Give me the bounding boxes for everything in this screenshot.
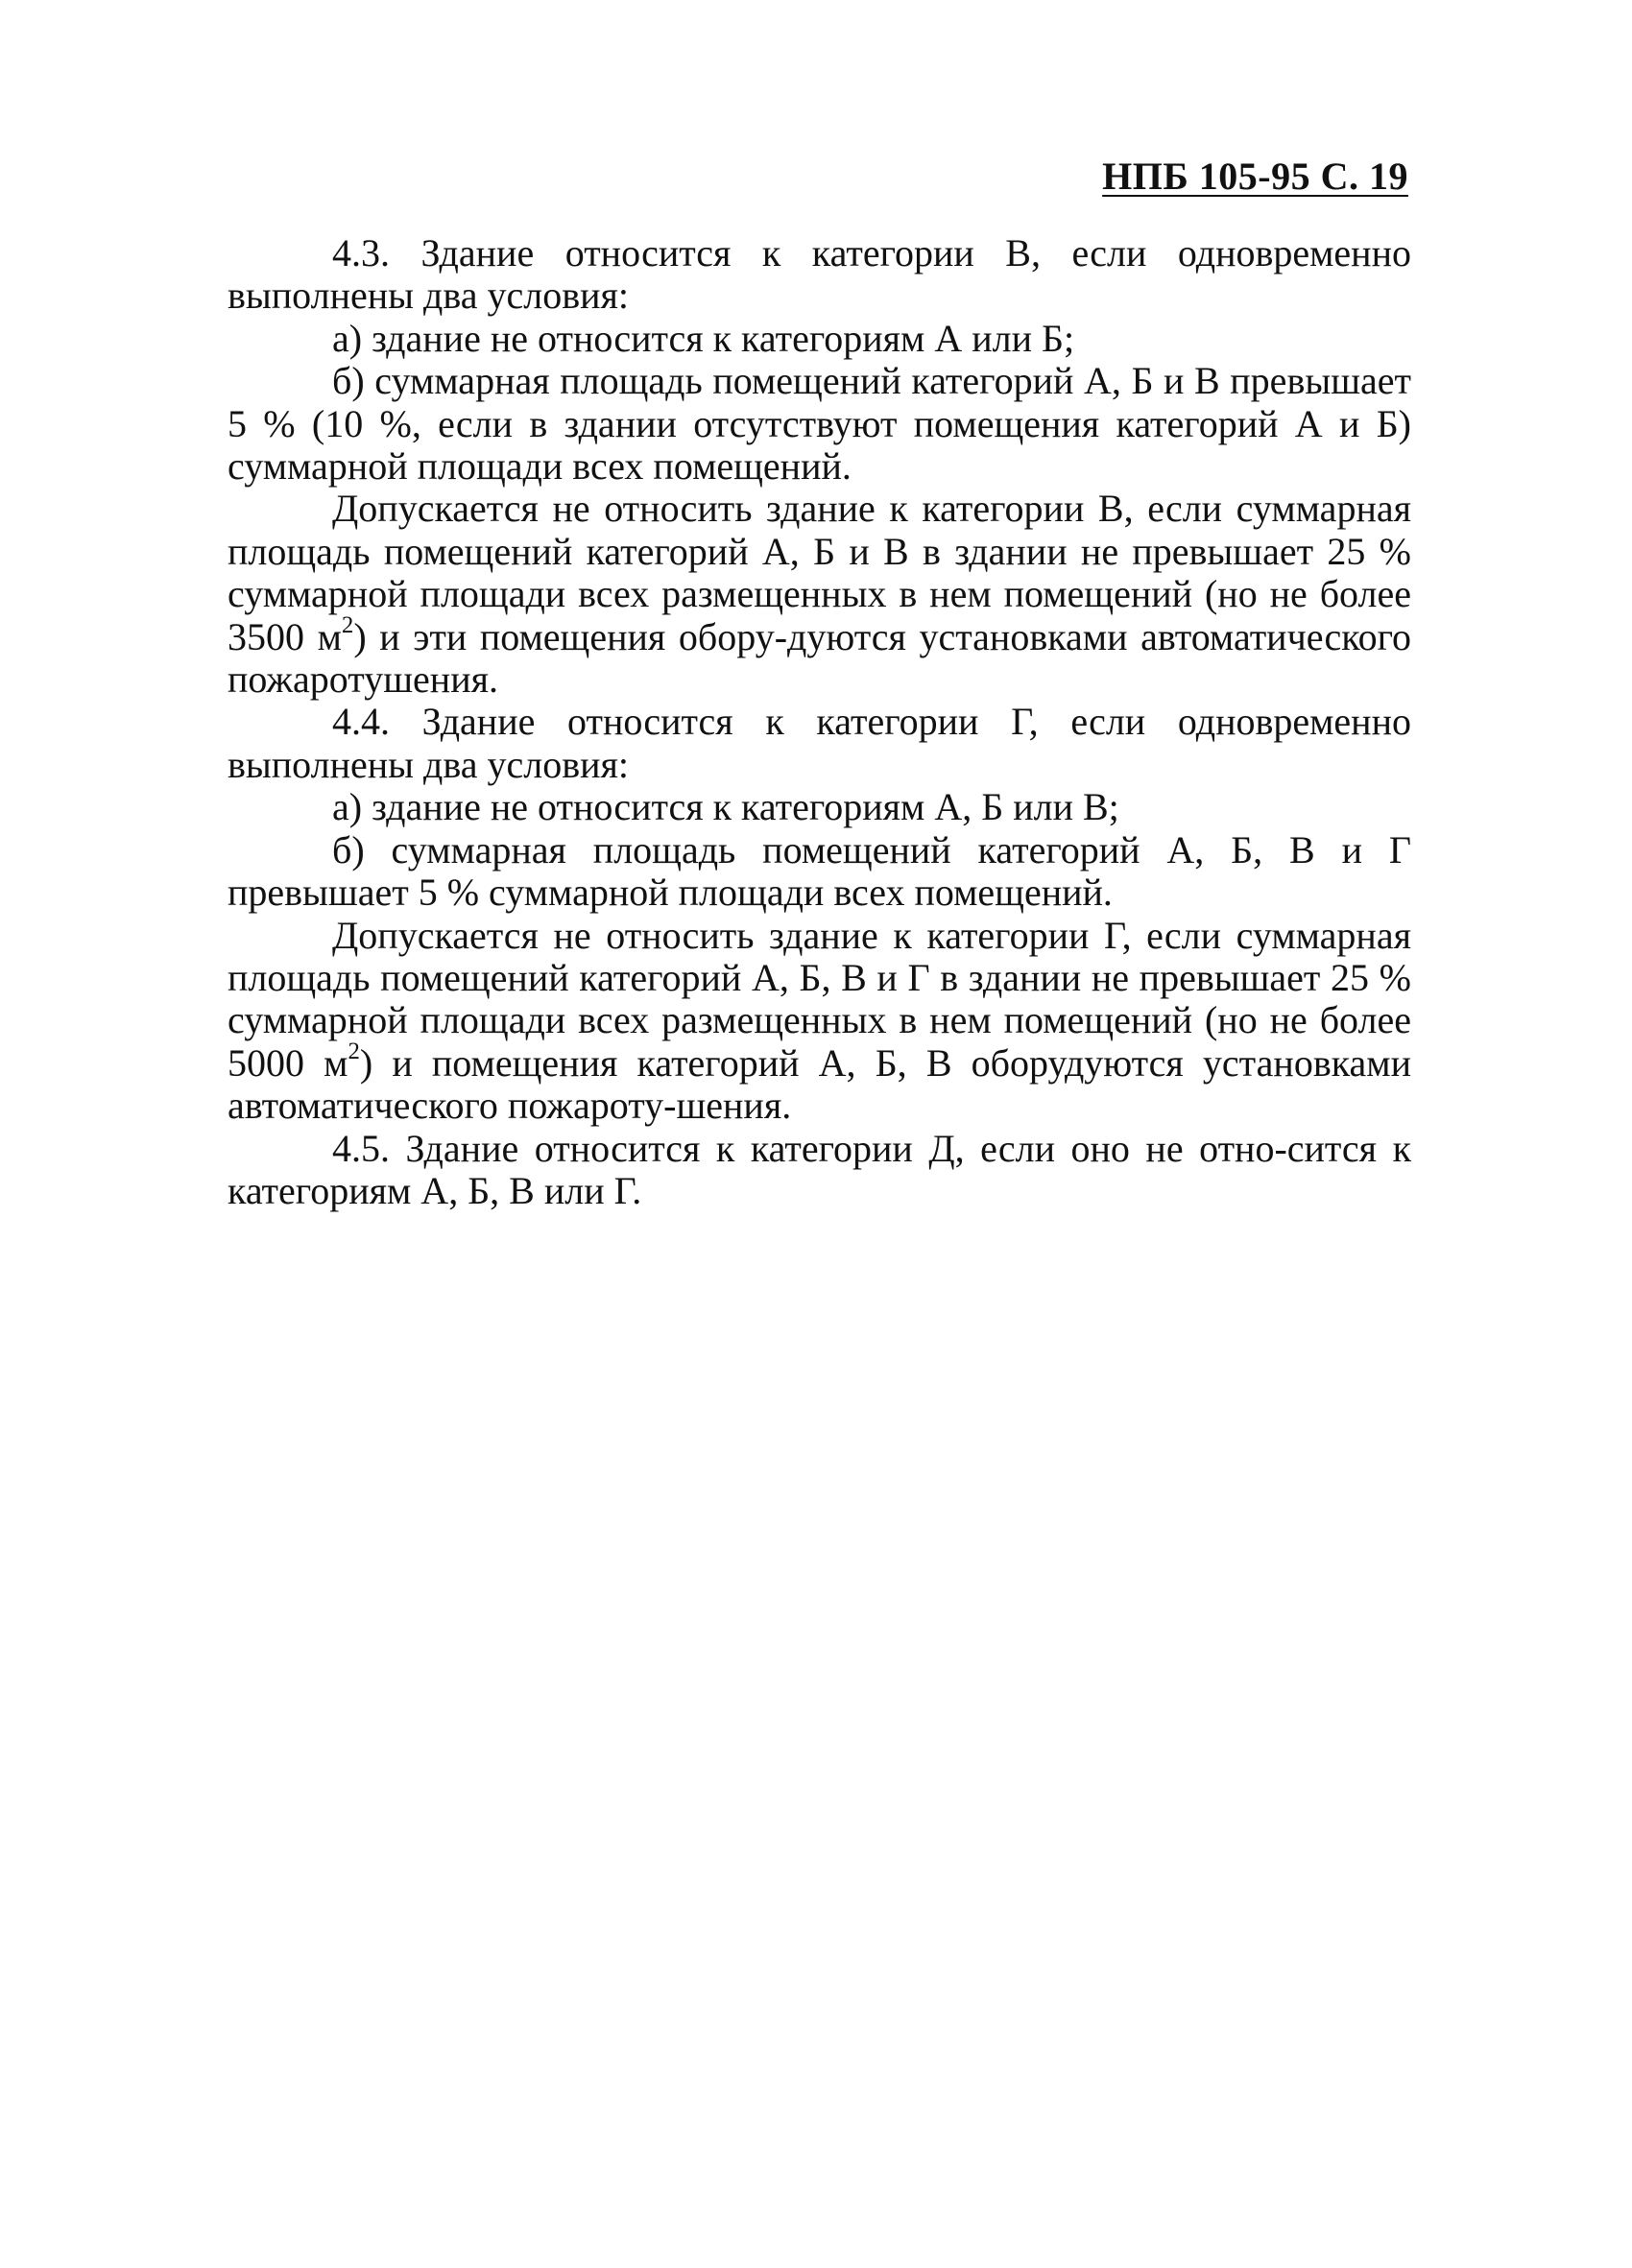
clause-4-5: 4.5. Здание относится к категории Д, если оно не отно-сится к категориям А, Б, В или Г. bbox=[228, 1126, 1411, 1212]
clause-4-3-condition-b: б) суммарная площадь помещений категорий А, Б и В превышает 5 % (10 %, если в здании отсутствуют помещения категорий А и Б) суммарной площади всех помещений. bbox=[228, 359, 1411, 489]
clause-4-3-exception bbox=[228, 488, 1411, 701]
clause-4-4: 4.4. Здание относится к категории Г, если одновременно выполнены два условия: bbox=[228, 700, 1411, 786]
clause-4-3-condition-a: а) здание не относится к категориям А или Б; bbox=[332, 316, 1075, 360]
exception-text: Допускается не относить здание к категории В, если суммарная площадь помещений категорий А, Б и В в здании не превышает 25 % суммарной площади всех размещенных в нем помещений (но не более 3500 м bbox=[228, 487, 1411, 658]
document-body bbox=[228, 232, 1411, 1212]
page-header: НПБ 105-95 С. 19 bbox=[1102, 155, 1408, 198]
exception-text-cont: ) и помещения категорий А, Б, В оборудуются установками автоматического пожароту-шения. bbox=[228, 1040, 1412, 1128]
superscript: 2 bbox=[348, 1038, 360, 1064]
clause-4-4-condition-a: а) здание не относится к категориям А, Б или В; bbox=[332, 785, 1119, 829]
clause-4-3: 4.3. Здание относится к категории В, если одновременно выполнены два условия: bbox=[228, 231, 1411, 318]
clause-4-4-condition-b: б) суммарная площадь помещений категорий А, Б, В и Г превышает 5 % суммарной площади всех помещений. bbox=[228, 827, 1411, 915]
exception-text: Допускается не относить здание к категории Г, если суммарная площадь помещений категорий А, Б, В и Г в здании не превышает 25 % суммарной площади всех размещенных в нем помещений (но не более 5000 м bbox=[228, 913, 1411, 1085]
clause-4-4-exception bbox=[228, 915, 1411, 1128]
exception-text-cont: ) и эти помещения обору-дуются установками автоматического пожаротушения. bbox=[228, 614, 1412, 702]
superscript: 2 bbox=[341, 611, 354, 638]
